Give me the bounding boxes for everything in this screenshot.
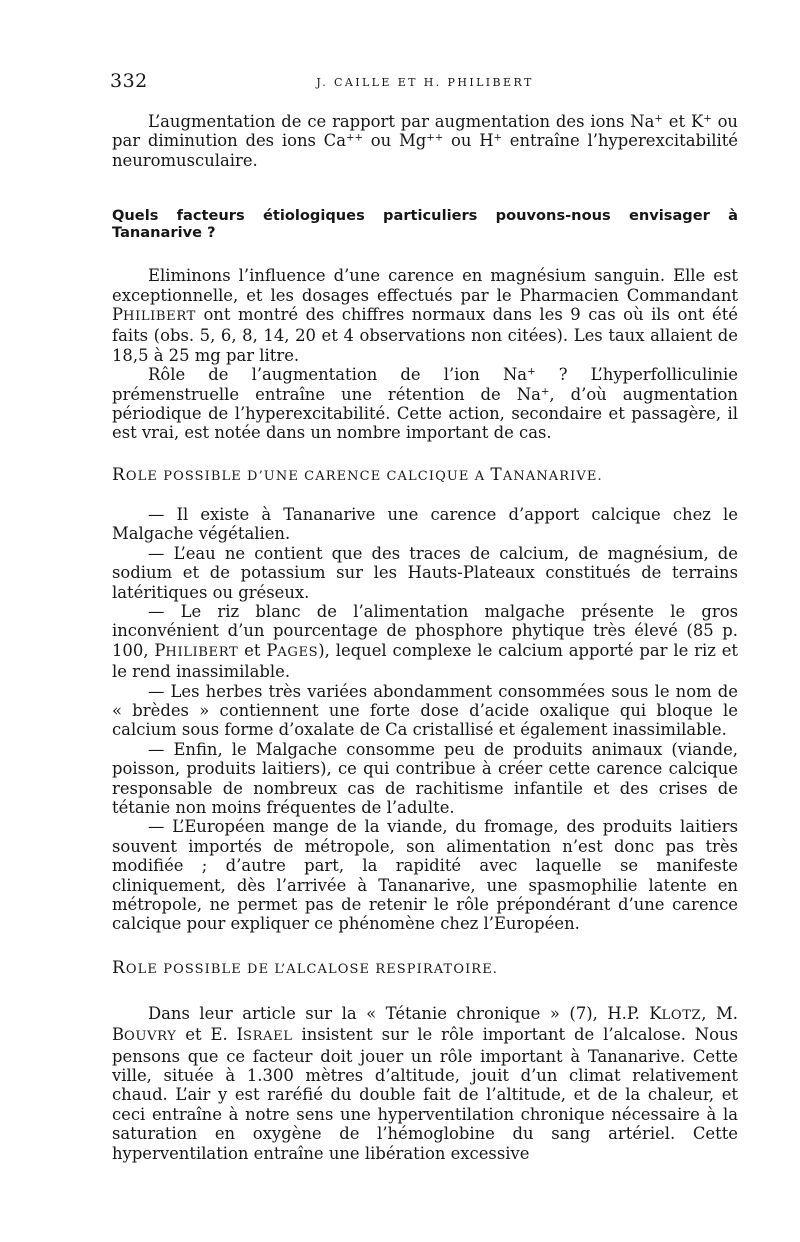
paragraph-european: — L’Européen mange de la viande, du fromage, des produits laitiers souvent importés de métropole, son alimentation n’est donc pas très modifiée ; d’autre part, la rapidité avec laquelle se manifeste cliniquement, dès l’arrivée à Tananarive, une spasmophilie latente en métropole, ne permet pas de retenir le rôle prépondérant d’une carence calcique pour expliquer ce phénomène chez l’Européen.: [112, 817, 738, 934]
paragraph-sodium: Rôle de l’augmentation de l’ion Na+ ? L’hyperfolliculinie prémenstruelle entraîne une rétention de Na+, d’où augmentation périodique de l’hyperexcitabilité. Cette action, secondaire et passagère, il est vrai, est notée dans un nombre important de cas.: [112, 365, 738, 443]
paragraph-water: — L’eau ne contient que des traces de calcium, de magnésium, de sodium et de potassium sur les Hauts-Plateaux constitués de terrains latéritiques ou gréseux.: [112, 543, 738, 602]
paragraph-magnesium: Eliminons l’influence d’une carence en magnésium sanguin. Elle est exceptionnelle, et les dosages effectués par le Pharmacien Commandant PHILIBERT ont montré des chiffres normaux dans les 9 cas où ils ont été faits (obs. 5, 6, 8, 14, 20 et 4 observations non citées). Les taux allaient de 18,5 à 25 mg par litre.: [112, 266, 738, 365]
section-heading-calcium: ROLE POSSIBLE D’UNE CARENCE CALCIQUE A TANANARIVE.: [112, 464, 603, 485]
paragraph-rice: — Le riz blanc de l’alimentation malgache présente le gros inconvénient d’un pourcentage de phosphore phytique très élevé (85 p. 100, PHILIBERT et PAGES), lequel complexe le calcium apporté par le riz et le rend inassimilable.: [112, 601, 739, 682]
paragraph-alcalose: Dans leur article sur la « Tétanie chronique » (7), H.P. KLOTZ, M. BOUVRY et E. ISRAEL insistent sur le rôle important de l’alcalose. Nous pensons que ce facteur doit jouer un rôle important à Tananarive. Cette ville, située à 1.300 mètres d’altitude, jouit d’un climat relativement chaud. L’air y est raréfié du double fait de l’altitude, et de la chaleur, et ceci entraîne à notre sens une hyperventilation chronique nécessaire à la saturation en oxygène de l’hémoglobine du sang artériel. Cette hyperventilation entraîne une libération excessive: [112, 1003, 738, 1163]
paragraph-bredes: — Les herbes très variées abondamment consommées sous le nom de « brèdes » contiennent une forte dose d’acide oxalique qui bloque le calcium sous forme d’oxalate de Ca cristallisé et également inassimilable.: [112, 681, 738, 740]
page-number: 332: [110, 70, 148, 92]
section-question-heading: Quels facteurs étiologiques particuliers pouvons-nous envisager à Tananarive ?: [112, 207, 738, 242]
document-page: [112, 70, 738, 1163]
running-head: [112, 70, 738, 96]
paragraph-animal-products: — Enfin, le Malgache consomme peu de produits animaux (viande, poisson, produits laitiers), ce qui contribue à créer cette carence calcique responsable de nombreux cas de rachitisme infantile et des crises de tétanie non moins fréquentes de l’adulte.: [112, 739, 738, 817]
paragraph-calcium-intake: — Il existe à Tananarive une carence d’apport calcique chez le Malgache végétalien.: [112, 504, 738, 544]
paragraph-ion-ratio: L’augmentation de ce rapport par augmentation des ions Na+ et K+ ou par diminution des ions Ca++ ou Mg++ ou H+ entraîne l’hyperexcitabilité neuromusculaire.: [112, 112, 739, 170]
section-heading-alcalose: ROLE POSSIBLE DE L’ALCALOSE RESPIRATOIRE.: [112, 957, 499, 978]
running-title: J. CAILLE ET H. PHILIBERT: [316, 76, 534, 89]
